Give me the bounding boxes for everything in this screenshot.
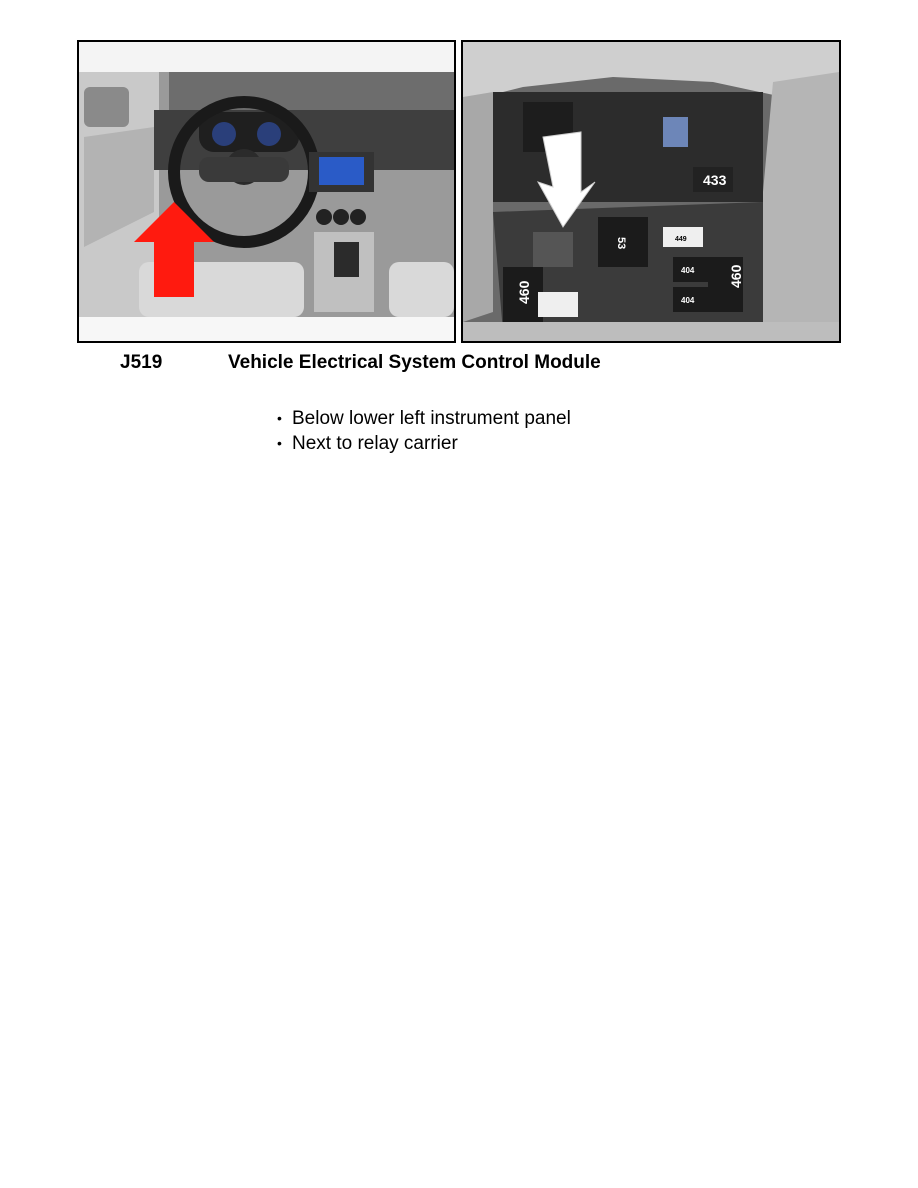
relay-carrier-photo bbox=[461, 40, 841, 343]
relay-carrier-image bbox=[463, 42, 839, 341]
bullet-icon: • bbox=[277, 435, 282, 451]
component-title: Vehicle Electrical System Control Module bbox=[228, 352, 601, 373]
component-code: J519 bbox=[120, 352, 163, 373]
relay-label-404-bottom: 404 bbox=[681, 296, 695, 305]
relay-label-433: 433 bbox=[703, 172, 727, 188]
location-notes-list bbox=[277, 406, 571, 456]
list-item bbox=[277, 406, 571, 431]
relay-label-460-left: 460 bbox=[516, 280, 532, 304]
relay-label-53: 53 bbox=[615, 237, 627, 250]
relay-label-404-top: 404 bbox=[681, 266, 695, 275]
location-note-text: Next to relay carrier bbox=[292, 433, 458, 454]
list-item bbox=[277, 431, 571, 456]
bullet-icon: • bbox=[277, 410, 282, 426]
relay-label-460-right: 460 bbox=[728, 264, 744, 288]
location-note-text: Below lower left instrument panel bbox=[292, 408, 571, 429]
relay-label-449: 449 bbox=[675, 236, 687, 243]
dashboard-photo bbox=[77, 40, 456, 343]
dashboard-image bbox=[79, 42, 454, 341]
